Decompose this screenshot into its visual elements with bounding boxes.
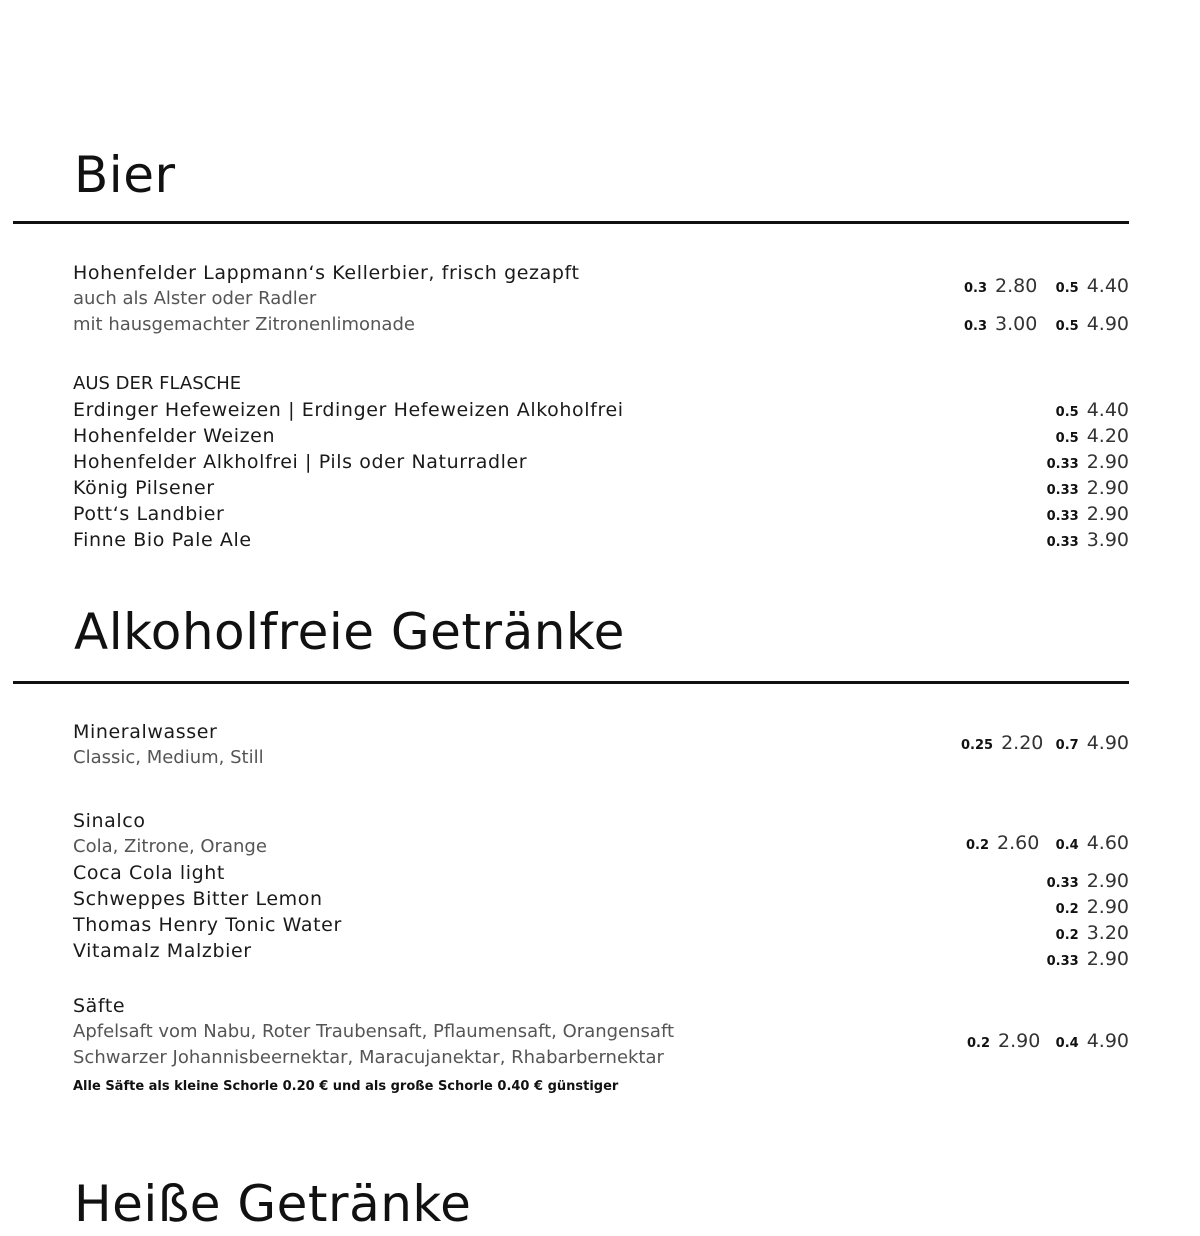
menu-item-name: Mineralwasser — [73, 721, 218, 743]
size-label: 0.2 — [1055, 928, 1079, 943]
size-label: 0.5 — [1055, 431, 1079, 446]
size-label: 0.2 — [966, 838, 990, 853]
menu-item-name: Coca Cola light — [73, 862, 225, 884]
price-entry — [1056, 1028, 1129, 1057]
size-label: 0.3 — [964, 281, 988, 296]
price-entry — [966, 830, 1039, 859]
price-value: 3.20 — [1086, 922, 1129, 944]
price-value: 3.90 — [1086, 529, 1129, 551]
price-value: 2.90 — [1086, 477, 1129, 499]
menu-item-description: Cola, Zitrone, Orange — [73, 836, 267, 857]
menu-item-name: Hohenfelder Alkholfrei | Pils oder Naturradler — [73, 451, 528, 473]
menu-item-description: mit hausgemachter Zitronenlimonade — [73, 314, 415, 335]
menu-item-name: Thomas Henry Tonic Water — [73, 914, 342, 936]
section-title-heisse-getraenke: Heiße Getränke — [74, 1175, 472, 1233]
price-value: 4.40 — [1086, 399, 1129, 421]
price-entry — [1056, 423, 1129, 452]
price-entry — [967, 1028, 1040, 1057]
menu-item-description: Schwarzer Johannisbeernektar, Maracujanektar, Rhabarbernektar — [73, 1047, 664, 1068]
size-label: 0.2 — [967, 1036, 991, 1051]
size-label: 0.33 — [1046, 535, 1079, 550]
price-entry — [1047, 501, 1129, 530]
size-label: 0.25 — [961, 738, 994, 753]
price-value: 4.90 — [1086, 732, 1129, 754]
size-label: 0.5 — [1055, 319, 1079, 334]
menu-item-description: Apfelsaft vom Nabu, Roter Traubensaft, Pflaumensaft, Orangensaft — [73, 1021, 675, 1042]
price-entry — [1047, 475, 1129, 504]
price-value: 2.20 — [1001, 732, 1044, 754]
menu-item-description: auch als Alster oder Radler — [73, 288, 317, 309]
price-value: 2.60 — [997, 832, 1040, 854]
size-label: 0.33 — [1046, 457, 1079, 472]
price-value: 2.90 — [1086, 870, 1129, 892]
menu-item-name: Sinalco — [73, 810, 146, 832]
size-label: 0.33 — [1046, 509, 1079, 524]
menu-item-name: Schweppes Bitter Lemon — [73, 888, 323, 910]
size-label: 0.5 — [1055, 281, 1079, 296]
menu-item-name: Vitamalz Malzbier — [73, 940, 252, 962]
price-value: 4.20 — [1086, 425, 1129, 447]
price-value: 2.90 — [1086, 503, 1129, 525]
size-label: 0.4 — [1055, 1036, 1079, 1051]
price-entry — [1056, 311, 1129, 340]
price-entry — [961, 730, 1043, 759]
price-value: 2.90 — [1086, 948, 1129, 970]
price-entry — [964, 311, 1037, 340]
size-label: 0.33 — [1046, 876, 1079, 891]
price-entry — [1047, 946, 1129, 975]
menu-item-name: Erdinger Hefeweizen | Erdinger Hefeweizen Alkoholfrei — [73, 399, 624, 421]
menu-item-name: Säfte — [73, 995, 126, 1017]
menu-item-name: Pott‘s Landbier — [73, 503, 225, 525]
price-value: 4.90 — [1086, 313, 1129, 335]
price-value: 2.90 — [1086, 896, 1129, 918]
price-value: 4.60 — [1086, 832, 1129, 854]
section-divider — [13, 681, 1129, 684]
price-entry — [1047, 449, 1129, 478]
price-value: 2.80 — [995, 275, 1038, 297]
menu-item-description: Classic, Medium, Still — [73, 747, 264, 768]
menu-item-name: Finne Bio Pale Ale — [73, 529, 252, 551]
size-label: 0.33 — [1046, 483, 1079, 498]
size-label: 0.4 — [1055, 838, 1079, 853]
section-divider — [13, 221, 1129, 224]
price-entry — [1056, 397, 1129, 426]
size-label: 0.33 — [1046, 954, 1079, 969]
size-label: 0.3 — [964, 319, 988, 334]
menu-item-name: Hohenfelder Weizen — [73, 425, 276, 447]
price-value: 4.40 — [1086, 275, 1129, 297]
price-entry — [1056, 920, 1129, 949]
subsection-header: AUS DER FLASCHE — [73, 373, 242, 394]
price-entry — [1047, 868, 1129, 897]
price-entry — [1056, 830, 1129, 859]
price-entry — [1047, 527, 1129, 556]
price-entry — [1056, 730, 1129, 759]
size-label: 0.5 — [1055, 405, 1079, 420]
price-entry — [1056, 273, 1129, 302]
price-value: 4.90 — [1086, 1030, 1129, 1052]
section-title-alkoholfreie-getraenke: Alkoholfreie Getränke — [74, 603, 625, 661]
size-label: 0.7 — [1055, 738, 1079, 753]
menu-note: Alle Säfte als kleine Schorle 0.20 € und als große Schorle 0.40 € günstiger — [73, 1079, 619, 1094]
price-value: 2.90 — [1086, 451, 1129, 473]
price-value: 3.00 — [995, 313, 1038, 335]
section-title-bier: Bier — [74, 146, 176, 204]
menu-item-name: König Pilsener — [73, 477, 215, 499]
size-label: 0.2 — [1055, 902, 1079, 917]
price-entry — [1056, 894, 1129, 923]
price-entry — [964, 273, 1037, 302]
price-value: 2.90 — [998, 1030, 1041, 1052]
menu-item-name: Hohenfelder Lappmann‘s Kellerbier, frisch gezapft — [73, 262, 580, 284]
